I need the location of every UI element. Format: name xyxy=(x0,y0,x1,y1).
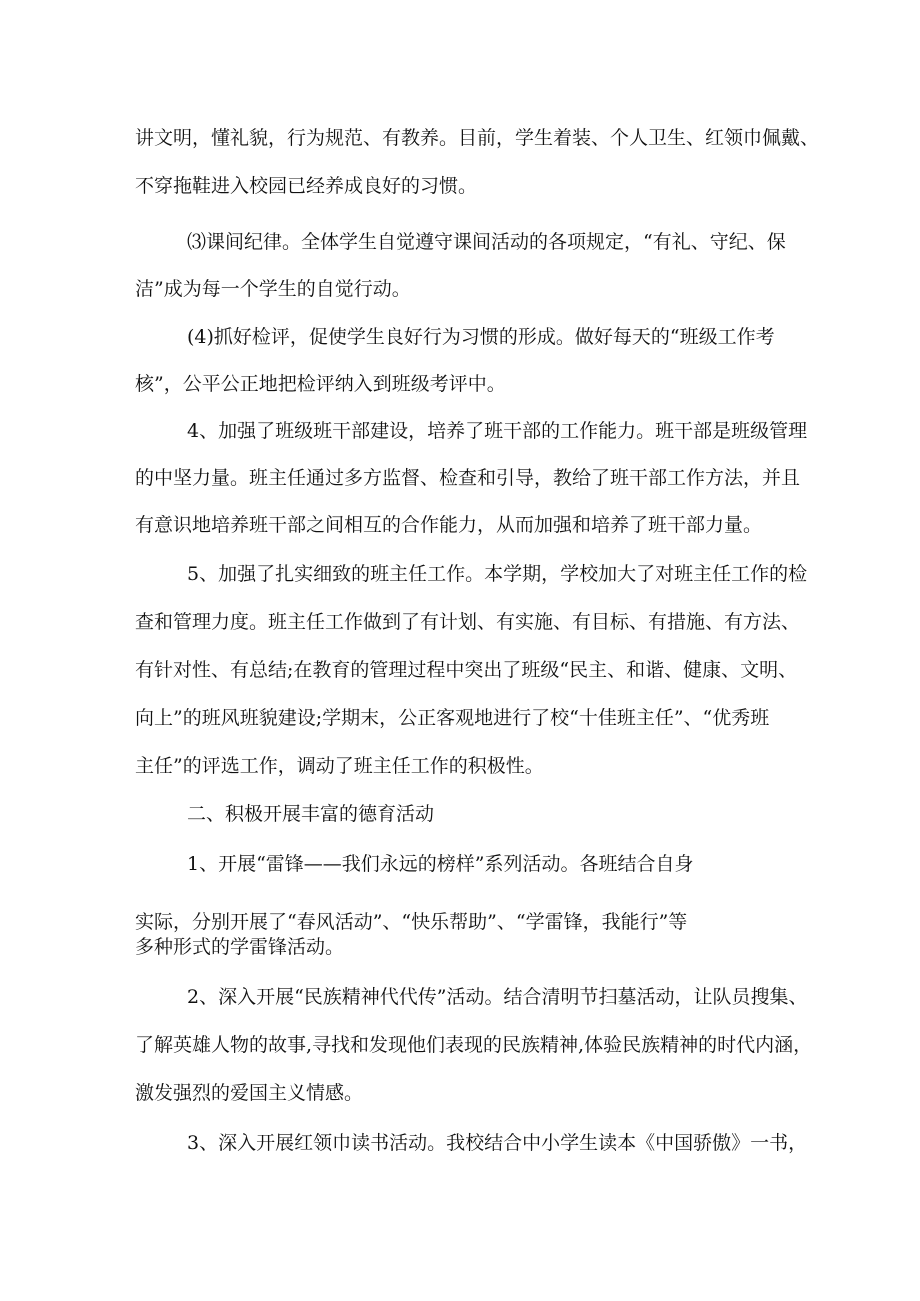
paragraph-start: ⑶课间纪律。全体学生自觉遵守课间活动的各项规定，“有礼、守纪、保 xyxy=(187,231,786,253)
text-line: 向上”的班风班貌建设;学期末，公正客观地进行了校“十佳班主任”、“优秀班 xyxy=(135,707,770,729)
text-line: 有意识地培养班干部之间相互的合作能力，从而加强和培养了班干部力量。 xyxy=(135,514,763,536)
text-line: 核”，公平公正地把检评纳入到班级考评中。 xyxy=(135,373,506,395)
paragraph-start: (4)抓好检评，促使学生良好行为习惯的形成。做好每天的“班级工作考 xyxy=(187,326,775,348)
text-line: 讲文明，懂礼貌，行为规范、有教养。目前，学生着装、个人卫生、红领巾佩戴、 xyxy=(135,127,820,149)
paragraph-start: 2、深入开展“民族精神代代传”活动。结合清明节扫墓活动，让队员搜集、 xyxy=(187,986,808,1008)
text-line: 不穿拖鞋进入校园已经养成良好的习惯。 xyxy=(135,175,478,197)
text-line: 查和管理力度。班主任工作做到了有计划、有实施、有目标、有措施、有方法、 xyxy=(135,611,801,633)
paragraph-start: 3、深入开展红领巾读书活动。我校结合中小学生读本《中国骄傲》一书， xyxy=(187,1132,808,1154)
text-line: 实际，分别开展了“春风活动”、“快乐帮助”、“学雷锋，我能行”等 xyxy=(135,911,688,933)
text-line: 洁”成为每一个学生的自觉行动。 xyxy=(135,278,411,300)
text-line: 多种形式的学雷锋活动。 xyxy=(135,936,345,958)
text-line: 了解英雄人物的故事,寻找和发现他们表现的民族精神,体验民族精神的时代内涵， xyxy=(135,1034,813,1056)
paragraph-start: 1、开展“雷锋——我们永远的榜样”系列活动。各班结合自身 xyxy=(187,853,694,875)
paragraph-start: 5、加强了扎实细致的班主任工作。本学期，学校加大了对班主任工作的检 xyxy=(187,563,808,585)
text-line: 主任”的评选工作，调动了班主任工作的积极性。 xyxy=(135,755,544,777)
text-line: 有针对性、有总结;在教育的管理过程中突出了班级“民主、和谐、健康、文明、 xyxy=(135,659,798,681)
text-line: 的中坚力量。班主任通过多方监督、检查和引导，教给了班干部工作方法，并且 xyxy=(135,467,801,489)
section-heading: 二、积极开展丰富的德育活动 xyxy=(187,803,435,825)
text-line: 激发强烈的爱国主义情感。 xyxy=(135,1082,364,1104)
paragraph-start: 4、加强了班级班干部建设，培养了班干部的工作能力。班干部是班级管理 xyxy=(187,420,808,442)
